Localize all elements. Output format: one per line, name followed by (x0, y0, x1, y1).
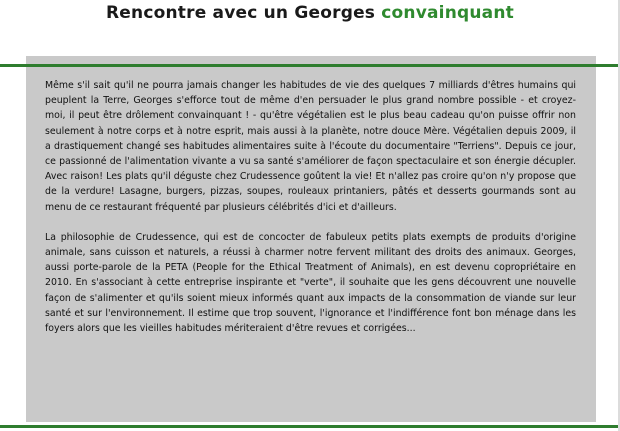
top-divider (0, 64, 620, 67)
article-panel (26, 56, 596, 422)
title-main-text: Rencontre avec un Georges (106, 3, 376, 23)
bottom-divider (0, 425, 620, 428)
article-paragraph-2: La philosophie de Crudessence, qui est de concocter de fabuleux petits plats exempts de produits d'origine animale, sans cuisson et naturels, a réussi à charmer notre fervent militant des droits des animaux. Georges, aussi porte-parole de la PETA (People for the Ethical Treatment of Animals), en est devenu copropriétaire en 2010. En s'associant à cette entreprise inspirante et "verte", il souhaite que les gens découvrent une nouvelle façon de s'alimenter et qu'ils soient mieux informés quant aux impacts de la consommation de viande sur leur santé et sur l'environnement. Il estime que trop souvent, l'ignorance et l'indifférence font bon ménage dans les foyers alors que les vieilles habitudes mériteraient d'être revues et corrigées... (45, 231, 576, 335)
article-paragraph-1: Même s'il sait qu'il ne pourra jamais changer les habitudes de vie des quelques 7 milliards d'êtres humains qui peuplent la Terre, Georges s'efforce tout de même d'en persuader le plus grand nombre possible - et croyez-moi, il peut être drôlement convainquant ! - qu'être végétalien est le plus beau cadeau qu'on puisse offrir non seulement à notre corps et à notre esprit, mais aussi à la planète, notre douce Mère. Végétalien depuis 2009, il a drastiquement changé ses habitudes alimentaires suite à l'écoute du documentaire "Terriens". Depuis ce jour, ce passionné de l'alimentation vivante a vu sa santé s'améliorer de façon spectaculaire et son énergie décupler. Avec raison! Les plats qu'il déguste chez Crudessence goûtent la vie! Et n'allez pas croire qu'on n'y propose que de la verdure! Lasagne, burgers, pizzas, soupes, rouleaux printaniers, pâtés et desserts gourmands sont au menu de ce restaurant fréquenté par plusieurs célébrités d'ici et d'ailleurs. (45, 80, 576, 213)
page-title (0, 1, 620, 25)
title-accent-text: convainquant (381, 3, 514, 23)
